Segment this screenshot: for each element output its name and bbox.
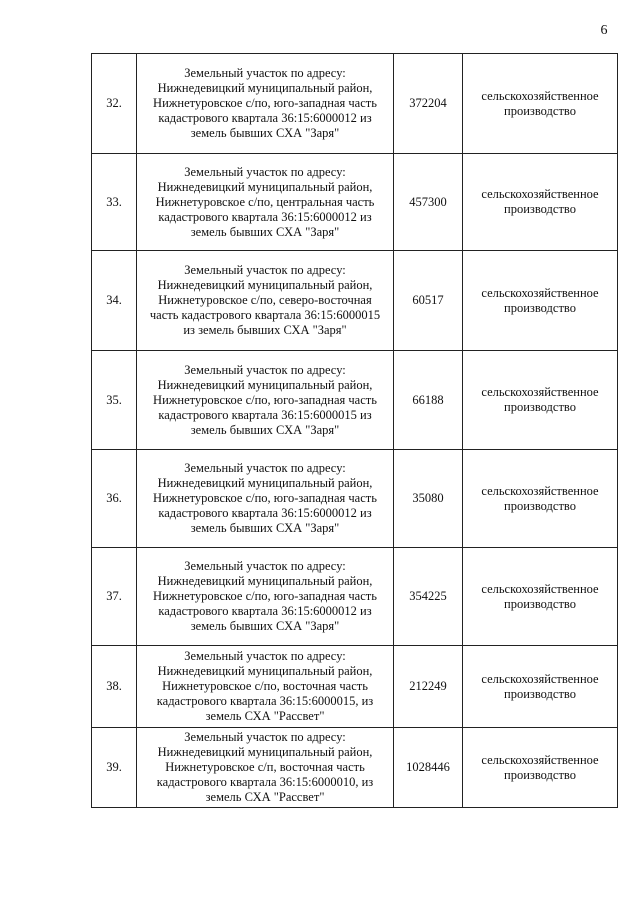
row-number: 39.	[92, 728, 137, 808]
description-line: кадастрового квартала 36:15:6000012 из	[158, 209, 372, 224]
plot-description	[137, 646, 394, 728]
plot-area: 212249	[394, 646, 463, 728]
description-line: земель бывших СХА "Заря"	[190, 126, 340, 140]
land-use	[463, 646, 618, 728]
table-row	[92, 450, 618, 548]
land-use	[463, 351, 618, 450]
description-line: Нижнетуровское с/по, юго-западная часть	[153, 589, 377, 603]
land-use-line: сельскохозяйственное	[481, 285, 599, 300]
description-line: Земельный участок по адресу:	[184, 66, 346, 80]
description-line: земель бывших СХА "Заря"	[190, 422, 340, 437]
table-row	[92, 351, 618, 450]
plot-area: 372204	[394, 54, 463, 154]
land-use	[463, 450, 618, 548]
plot-description	[137, 54, 394, 154]
table-row	[92, 548, 618, 646]
plot-area: 60517	[394, 251, 463, 351]
land-use-line: производство	[504, 596, 576, 611]
description-line: Нижнедевицкий муниципальный район,	[157, 81, 373, 95]
land-use-line: производство	[504, 498, 576, 513]
description-line: кадастрового квартала 36:15:6000012 из	[158, 506, 372, 520]
plot-description	[137, 728, 394, 808]
plot-description	[137, 450, 394, 548]
description-line: Нижнетуровское с/по, северо-восточная	[158, 293, 372, 307]
description-line: Нижнетуровское с/по, юго-западная часть	[153, 96, 377, 110]
land-plots-table	[91, 53, 618, 808]
plot-area: 35080	[394, 450, 463, 548]
description-line: земель бывших СХА "Заря"	[190, 619, 340, 633]
land-use-line: производство	[504, 202, 576, 216]
description-line: Нижнедевицкий муниципальный район,	[157, 664, 373, 678]
description-line: Земельный участок по адресу:	[184, 730, 346, 744]
row-number: 38.	[92, 646, 137, 728]
plot-area: 66188	[394, 351, 463, 450]
table-body	[92, 54, 618, 808]
description-line: кадастрового квартала 36:15:6000010, из	[156, 775, 374, 789]
land-use	[463, 548, 618, 646]
row-number: 35.	[92, 351, 137, 450]
plot-description	[137, 548, 394, 646]
table-row	[92, 728, 618, 808]
description-line: Нижнетуровское с/по, центральная часть	[155, 194, 375, 209]
description-line: Нижнетуровское с/по, восточная часть	[162, 679, 368, 693]
row-number: 33.	[92, 154, 137, 251]
land-use-line: сельскохозяйственное	[481, 483, 599, 498]
land-use-line: производство	[504, 103, 576, 118]
land-use	[463, 728, 618, 808]
description-line: Земельный участок по адресу:	[184, 362, 346, 377]
description-line: Нижнетуровское с/по, юго-западная часть	[153, 392, 377, 407]
description-line: Нижнедевицкий муниципальный район,	[157, 179, 373, 194]
description-line: Нижнетуровское с/по, юго-западная часть	[153, 491, 377, 505]
description-line: Нижнетуровское с/п, восточная часть	[165, 760, 365, 774]
land-use	[463, 251, 618, 351]
land-use-line: производство	[504, 400, 576, 414]
land-use-line: сельскохозяйственное	[481, 88, 599, 103]
land-use-line: сельскохозяйственное	[481, 752, 599, 767]
description-line: земель СХА "Рассвет"	[205, 709, 325, 723]
description-line: Земельный участок по адресу:	[184, 461, 346, 475]
land-use-line: сельскохозяйственное	[481, 671, 599, 686]
land-use-line: сельскохозяйственное	[481, 187, 599, 201]
table-row	[92, 646, 618, 728]
plot-area: 1028446	[394, 728, 463, 808]
land-use-line: сельскохозяйственное	[481, 385, 599, 399]
land-use	[463, 54, 618, 154]
row-number: 36.	[92, 450, 137, 548]
description-line: кадастрового квартала 36:15:6000015 из	[158, 407, 372, 422]
description-line: из земель бывших СХА "Заря"	[183, 323, 347, 337]
description-line: кадастрового квартала 36:15:6000012 из	[158, 111, 372, 125]
description-line: Земельный участок по адресу:	[184, 649, 346, 663]
description-line: Нижнедевицкий муниципальный район,	[157, 377, 373, 392]
plot-description	[137, 251, 394, 351]
table-row	[92, 251, 618, 351]
table-row	[92, 54, 618, 154]
row-number: 34.	[92, 251, 137, 351]
description-line: земель бывших СХА "Заря"	[190, 224, 340, 239]
description-line: Нижнедевицкий муниципальный район,	[157, 476, 373, 490]
row-number: 37.	[92, 548, 137, 646]
plot-area: 354225	[394, 548, 463, 646]
land-use-line: производство	[504, 767, 576, 782]
description-line: Земельный участок по адресу:	[184, 559, 346, 573]
description-line: кадастрового квартала 36:15:6000012 из	[158, 604, 372, 618]
description-line: Нижнедевицкий муниципальный район,	[157, 745, 373, 759]
land-use-line: производство	[504, 686, 576, 701]
land-use-line: производство	[504, 300, 576, 315]
land-use	[463, 154, 618, 251]
description-line: Земельный участок по адресу:	[184, 263, 346, 277]
description-line: Нижнедевицкий муниципальный район,	[157, 574, 373, 588]
description-line: кадастрового квартала 36:15:6000015, из	[156, 694, 374, 708]
plot-area: 457300	[394, 154, 463, 251]
description-line: Земельный участок по адресу:	[184, 164, 346, 179]
row-number: 32.	[92, 54, 137, 154]
page-number: 6	[600, 23, 608, 38]
description-line: Нижнедевицкий муниципальный район,	[157, 278, 373, 292]
description-line: земель бывших СХА "Заря"	[190, 521, 340, 535]
description-line: земель СХА "Рассвет"	[205, 790, 325, 804]
land-use-line: сельскохозяйственное	[481, 581, 599, 596]
plot-description	[137, 351, 394, 450]
description-line: часть кадастрового квартала 36:15:6000015	[149, 308, 381, 322]
plot-description	[137, 154, 394, 251]
table-row	[92, 154, 618, 251]
